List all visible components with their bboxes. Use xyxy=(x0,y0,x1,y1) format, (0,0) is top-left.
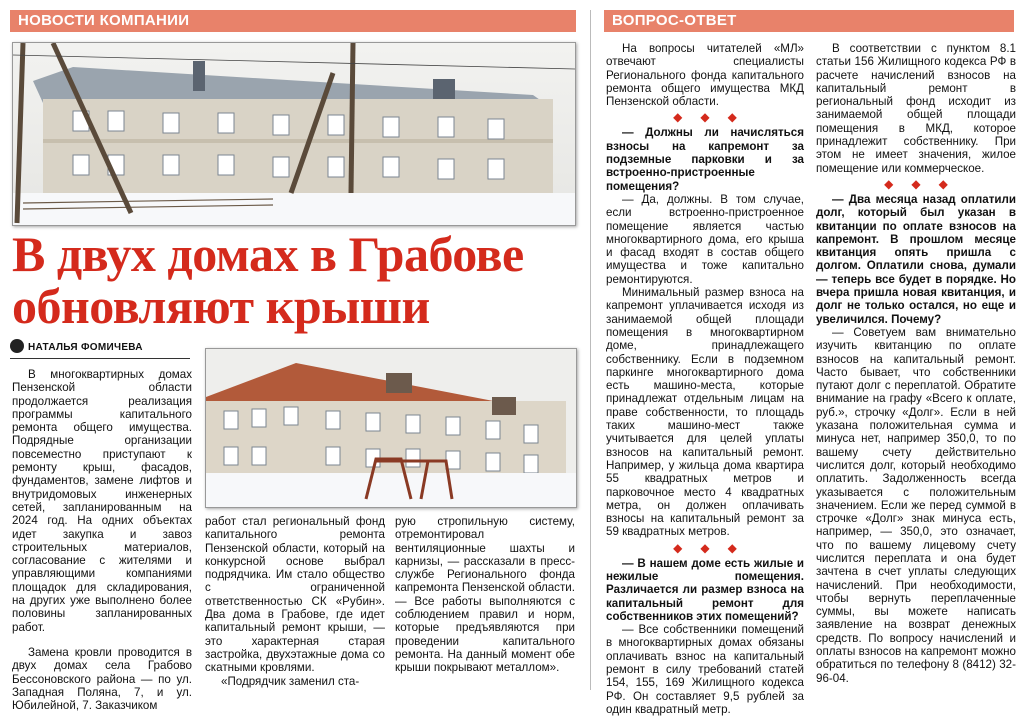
author-icon xyxy=(10,339,24,353)
qa-question: — Два месяца назад оплатили долг, который был указан в квитанции по оплате взносов на капремонт. В прошлом месяце квитанция опять пришла с долгом. Оплатили снова, думали — теперь все будет в порядке. Но вчера пришла новая квитанция, и долг не только остался, но еще и увеличился. Почему? xyxy=(816,192,1016,326)
article-paragraph: «Подрядчик заменил ста- xyxy=(221,674,360,688)
author-name: НАТАЛЬЯ ФОМИЧЕВА xyxy=(28,342,143,353)
qa-question: — В нашем доме есть жилые и нежилые помещения. Различается ли размер взноса на капитальный ремонт для собственников этих помещений? xyxy=(606,556,804,623)
qa-column-2 xyxy=(816,42,1016,685)
article-headline: В двух домах в Грабове обновляют крыши xyxy=(12,226,524,334)
house-photo-bottom xyxy=(205,348,577,508)
qa-answer: — Советуем вам внимательно изучить квитанцию по оплате взносов на капитальный ремонт. Часто бывает, что собственники путают долг с переплатой. Обратите внимание на графу «Всего к оплате, руб.», строчку «Долг». Если в ней указана положительная сумма и минуса нет, например 350,0, то по вашему счету действительно числится долг, который необходимо оплатить. Задолженность всегда указывается с положительным значением. Если же перед суммой в строчке «Долг» знак минуса есть, например, — 350,0, это означает, что по вашему лицевому счету числится переплата и она будет зачтена в счет уплаты следующих начислений. При необходимости, чтобы вернуть переплаченные суммы, вы можете написать заявление на возврат денежных средств. По вопросу начислений и оплаты взносов на капремонт можно обратиться по телефону 8 (8412) 32-96-04. xyxy=(816,325,1016,685)
article-paragraph: рую стропильную систему, отремонтировал вентиляционные шахты и карнизы, — рассказали в пресс-службе Регионального фонда капремонта Пензенской области. — Все работы выполняются с соблюдением правил и норм, которые предъявляются при проведении капитального ремонта. На данный момент обе крыши покрывают металлом». xyxy=(395,515,575,675)
article-paragraph: Замена кровли проводится в двух домах села Грабово Бессоновского района — по ул. Западная Поляна, 7, и ул. Юбилейной, 7. Заказчиком xyxy=(12,645,192,713)
separator-icon: ◆◆◆ xyxy=(673,110,755,125)
qa-answer: — Да, должны. В том случае, если встроенно-пристроенное помещение является частью многоквартирного дома, его крыша и фасад входят в состав общего имущества и тоже капитально ремонтируются. xyxy=(606,192,804,286)
section-header-qa: ВОПРОС-ОТВЕТ xyxy=(604,10,1014,32)
article-paragraph: В многоквартирных домах Пензенской области продолжается реализация программы капитального ремонта общего имущества. Подрядные организации повсеместно приступают к ремонту крыш, фасадов, фундаментов, замене лифтов и внутридомовых инженерных сетей, запланированным на 2024 год. На одних объектах идет закупка и завоз строительных материалов, согласование с жителями и управляющими компаниями площадок для складирования, на других уже выполнено более половины запланированных работ. xyxy=(12,368,192,634)
article-column-3 xyxy=(395,515,575,675)
qa-column-1 xyxy=(606,42,804,716)
column-divider xyxy=(590,10,591,690)
qa-question: — Должны ли начисляться взносы на капремонт за подземные парковки и за встроенно-пристроенные помещения? xyxy=(606,126,804,193)
separator-icon: ◆◆◆ xyxy=(673,540,755,555)
separator-icon: ◆◆◆ xyxy=(884,176,966,191)
qa-answer: В соответствии с пунктом 8.1 статьи 156 Жилищного кодекса РФ в расчете начислений взносов на капитальный ремонт в региональный фонд исходит из занимаемой общей площади помещения в МКД, которое принадлежит собственнику. При этом не имеет значения, жилое помещение или коммерческое. xyxy=(816,42,1016,175)
article-paragraph: работ стал региональный фонд капитального ремонта Пензенской области, который на конкурсной основе выбрал подрядчика. Им стало общество с ограниченной ответственностью СК «Рубин». Два дома в Грабове, где идет капитальный ремонт крыши, — это характерная старая застройка, двухэтажные дома со скатными кровлями. xyxy=(205,515,385,675)
article-column-2 xyxy=(205,515,385,688)
author-byline xyxy=(10,338,190,359)
qa-answer: — Все собственники помещений в многоквартирных домах обязаны оплачивать взнос на капитальный ремонт в силу требований статей 154, 155, 169 Жилищного кодекса РФ. Он составляет 9,5 рублей за один квадратный метр. xyxy=(606,623,804,716)
house-photo-top xyxy=(12,42,576,226)
qa-intro: На вопросы читателей «МЛ» отвечают специалисты Регионального фонда капитального ремонта общего имущества МКД Пензенской области. xyxy=(606,42,804,109)
section-header-news: НОВОСТИ КОМПАНИИ xyxy=(10,10,576,32)
qa-answer: Минимальный размер взноса на капремонт уплачивается исходя из занимаемой общей площади помещения в многоквартирном доме, принадлежащего собственнику. Если в подземном паркинге многоквартирного дома есть машино-места, которые принадлежат отдельным лицам на праве собственности, то площадь таких машино-мест также учитывается для целей уплаты взносов на капитальный ремонт. Например, у жильца дома квартира 55 квадратных метров и парковочное место 4 квадратных метра, он должен оплачивать взносы на капитальный ремонт за 59 квадратных метров. xyxy=(606,286,804,539)
article-column-1 xyxy=(12,368,192,712)
